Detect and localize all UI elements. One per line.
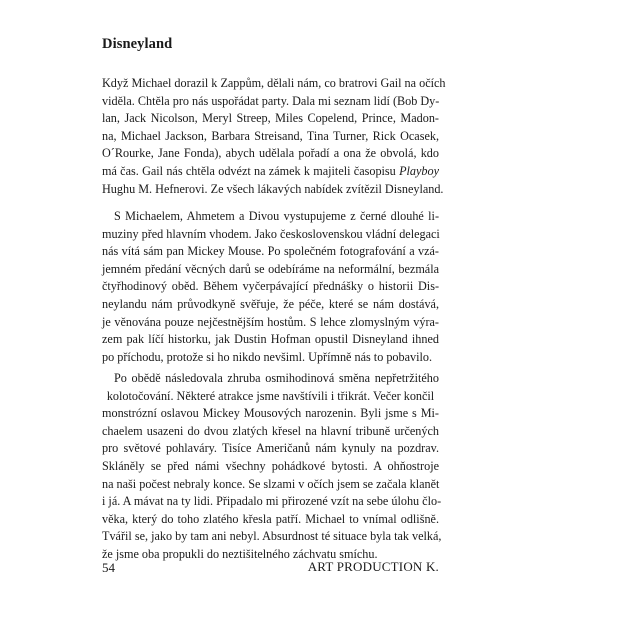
text-line: Tvářil se, jako by tam ani nebyl. Absurdnost té situace byla tak velká, [102,529,442,544]
text-line: nás vítá sám pan Mickey Mouse. Po společném fotografování a vzá- [102,244,439,259]
page-number: 54 [102,560,115,575]
text-line: na naši počest nebraly konce. Se slzami v očích jsem se začala klanět [102,476,440,491]
text-line: monstrózní oslavou Mickey Mousových narozenin. Byli jsme s Mi- [102,406,439,421]
text-line: lan, Jack Nicolson, Meryl Streep, Miles Copelend, Prince, Madon- [102,111,439,126]
text-line: muziny před hlavním vhodem. Jako československou vládní delegaci [102,226,440,241]
text-line: i já. A mávat na ty lidi. Připadalo mi přirozené vzít na sebe úlohu člo- [102,494,442,509]
text-line: Po obědě následovala zhruba osmihodinová směna nepřetržitého [114,371,439,385]
text-line: pro světové pohlaváry. Tisíce Američanů nám kynuly na pozdrav. [102,441,439,456]
text-line: věka, který do toho zlatého křesla patří. Michael to vnímal odlišně. [102,511,439,526]
text-line: Skláněly se před námi všechny pohádkové bytosti. A ohňostroje [102,458,439,473]
text-line: Hughu M. Hefnerovi. Ze všech lákavých nabídek zvítězil Disneyland. [102,181,444,196]
text-line: S Michaelem, Ahmetem a Divou vystupujeme z černé dlouhé li- [114,209,439,223]
text-line: po příchodu, protože si ho nikdo nevšiml. Upřímně nás to pobavilo. [102,349,433,364]
publisher-name: ART PRODUCTION K. [307,559,439,574]
text-line: Když Michael dorazil k Zappům, dělali nám, co bratrovi Gail na očích [102,76,446,90]
text-line: chaelem usazeni do dvou zlatých křesel na hlavní tribuně určených [102,423,439,438]
text-line: na, Michael Jackson, Barbara Streisand, Tina Turner, Rick Ocasek, [102,128,439,143]
chapter-heading: Disneyland [102,36,173,52]
text-line: jemném předání věcných darů se odebíráme na neformální, bezmála [102,261,439,276]
text-line: O´Rourke, Jane Fonda), abych udělala pořadí a ona že obvolá, kdo [102,146,439,161]
magazine-title: Playboy [399,163,439,178]
paragraph-1 [102,75,446,198]
text-line: neylandu nám průvodkyně svěřuje, že péče, které se nám dostává, [102,296,439,311]
text-line: viděla. Chtěla pro nás uspořádat party. Dala mi seznam lidí (Bob Dy- [102,93,440,108]
text-line: že jsme oba propukli do neztišitelného záchvatu smíchu. [102,546,378,561]
text-line: kolotočování. Některé atrakce jsme navštívili i třikrát. Večer končil [106,388,435,403]
paragraph-3 [102,370,442,564]
text-line: je věnována pouze nejčestnějším hostům. S lehce zlomyslným výra- [102,314,439,329]
text-line: čtyřhodinový oběd. Během vyčerpávající přednášky o historii Dis- [102,279,439,294]
paragraph-2 [102,208,439,366]
text-line: zem pak líčí historku, jak Dustin Hofman opustil Disneyland ihned [102,332,439,347]
text-line: má čas. Gail nás chtěla odvézt na zámek k majiteli časopisu Playboy [102,163,439,178]
